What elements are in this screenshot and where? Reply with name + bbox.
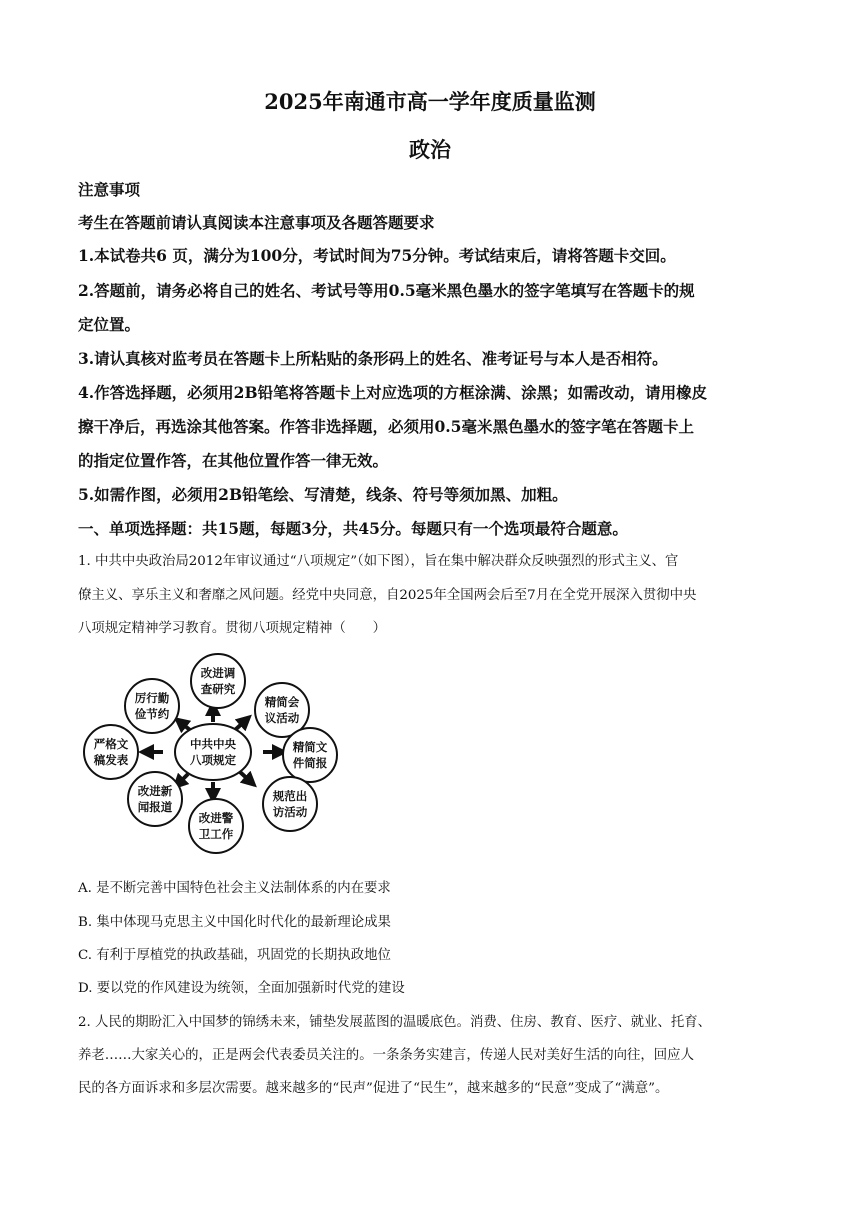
question-1-stem: 八项规定精神学习教育。贯彻八项规定精神（ ） bbox=[78, 621, 386, 636]
section-heading: 一、单项选择题：共15题，每题3分，共45分。每题只有一个选项最符合题意。 bbox=[78, 519, 628, 538]
node-line: 改进警 bbox=[198, 811, 234, 825]
diagram-node bbox=[84, 725, 138, 779]
node-line: 件简报 bbox=[292, 756, 328, 770]
node-line: 议活动 bbox=[264, 711, 300, 725]
option-b: B. 集中体现马克思主义中国化时代化的最新理论成果 bbox=[78, 915, 391, 930]
question-2-stem: 2. 人民的期盼汇入中国梦的锦绣未来，铺垫发展蓝图的温暖底色。消费、住房、教育、医疗、就业、托育、 bbox=[78, 1015, 711, 1030]
diagram-node bbox=[191, 654, 245, 708]
diagram-node bbox=[263, 777, 317, 831]
notice-line: 2.答题前，请务必将自己的姓名、考试号等用0.5毫米黑色墨水的签字笔填写在答题卡的规 bbox=[78, 281, 695, 300]
node-line: 闻报道 bbox=[137, 800, 173, 814]
diagram-center bbox=[175, 724, 251, 780]
arrow-up-right bbox=[235, 720, 246, 730]
node-line: 访活动 bbox=[272, 805, 308, 819]
subject-title: 政治 bbox=[409, 137, 451, 162]
notice-line: 的指定位置作答，在其他位置作答一律无效。 bbox=[78, 451, 389, 470]
notice-line: 1.本试卷共6 页，满分为100分，考试时间为75分钟。考试结束后，请将答题卡交回。 bbox=[78, 246, 676, 265]
notice-intro: 考生在答题前请认真阅读本注意事项及各题答题要求 bbox=[78, 213, 435, 232]
eight-rules-diagram bbox=[78, 652, 338, 854]
notice-line: 定位置。 bbox=[78, 315, 141, 334]
notice-line: 5.如需作图，必须用2B铅笔绘、写清楚，线条、符号等须加黑、加粗。 bbox=[78, 485, 568, 504]
node-line: 改进调 bbox=[200, 666, 236, 680]
option-a: A. 是不断完善中国特色社会主义法制体系的内在要求 bbox=[78, 881, 391, 896]
center-line-2: 八项规定 bbox=[190, 753, 236, 767]
node-line: 精简会 bbox=[264, 695, 300, 709]
arrow-up-left bbox=[180, 722, 190, 730]
arrow-down-right bbox=[240, 772, 251, 782]
node-line: 稿发表 bbox=[93, 753, 129, 767]
diagram-node bbox=[125, 679, 179, 733]
center-line-1: 中共中央 bbox=[190, 737, 236, 751]
diagram-node bbox=[189, 799, 243, 853]
node-line: 精简文 bbox=[292, 740, 328, 754]
option-c: C. 有利于厚植党的执政基础，巩固党的长期执政地位 bbox=[78, 948, 391, 963]
question-1-stem: 僚主义、享乐主义和奢靡之风问题。经党中央同意，自2025年全国两会后至7月在全党开展深入贯彻中央 bbox=[78, 588, 697, 603]
node-line: 严格文 bbox=[93, 737, 129, 751]
exam-title: 2025年南通市高一学年度质量监测 bbox=[264, 89, 596, 114]
notice-line: 4.作答选择题，必须用2B铅笔将答题卡上对应选项的方框涂满、涂黑；如需改动，请用橡皮 bbox=[78, 383, 708, 402]
option-d: D. 要以党的作风建设为统领，全面加强新时代党的建设 bbox=[78, 981, 405, 996]
diagram-node bbox=[128, 772, 182, 826]
notice-line: 擦干净后，再选涂其他答案。作答非选择题，必须用0.5毫米黑色墨水的签字笔在答题卡上 bbox=[78, 417, 694, 436]
notice-line: 3.请认真核对监考员在答题卡上所粘贴的条形码上的姓名、准考证号与本人是否相符。 bbox=[78, 349, 668, 368]
node-line: 厉行勤 bbox=[134, 691, 170, 705]
node-line: 查研究 bbox=[200, 682, 236, 696]
arrow-down-left bbox=[178, 774, 188, 784]
question-2-stem: 养老……大家关心的，正是两会代表委员关注的。一条条务实建言，传递人民对美好生活的向往，回应人 bbox=[78, 1048, 694, 1063]
question-2-stem: 民的各方面诉求和多层次需要。越来越多的“民声”促进了“民生”，越来越多的“民意”变成了“满意”。 bbox=[78, 1081, 669, 1096]
node-line: 卫工作 bbox=[198, 827, 234, 841]
node-line: 规范出 bbox=[272, 789, 308, 803]
question-1-stem: 1. 中共中央政治局2012年审议通过“八项规定”（如下图），旨在集中解决群众反映强烈的形式主义、官 bbox=[78, 554, 679, 569]
notice-heading: 注意事项 bbox=[78, 180, 141, 199]
node-line: 俭节约 bbox=[134, 707, 170, 721]
node-line: 改进新 bbox=[137, 784, 173, 798]
diagram-node bbox=[283, 728, 337, 782]
